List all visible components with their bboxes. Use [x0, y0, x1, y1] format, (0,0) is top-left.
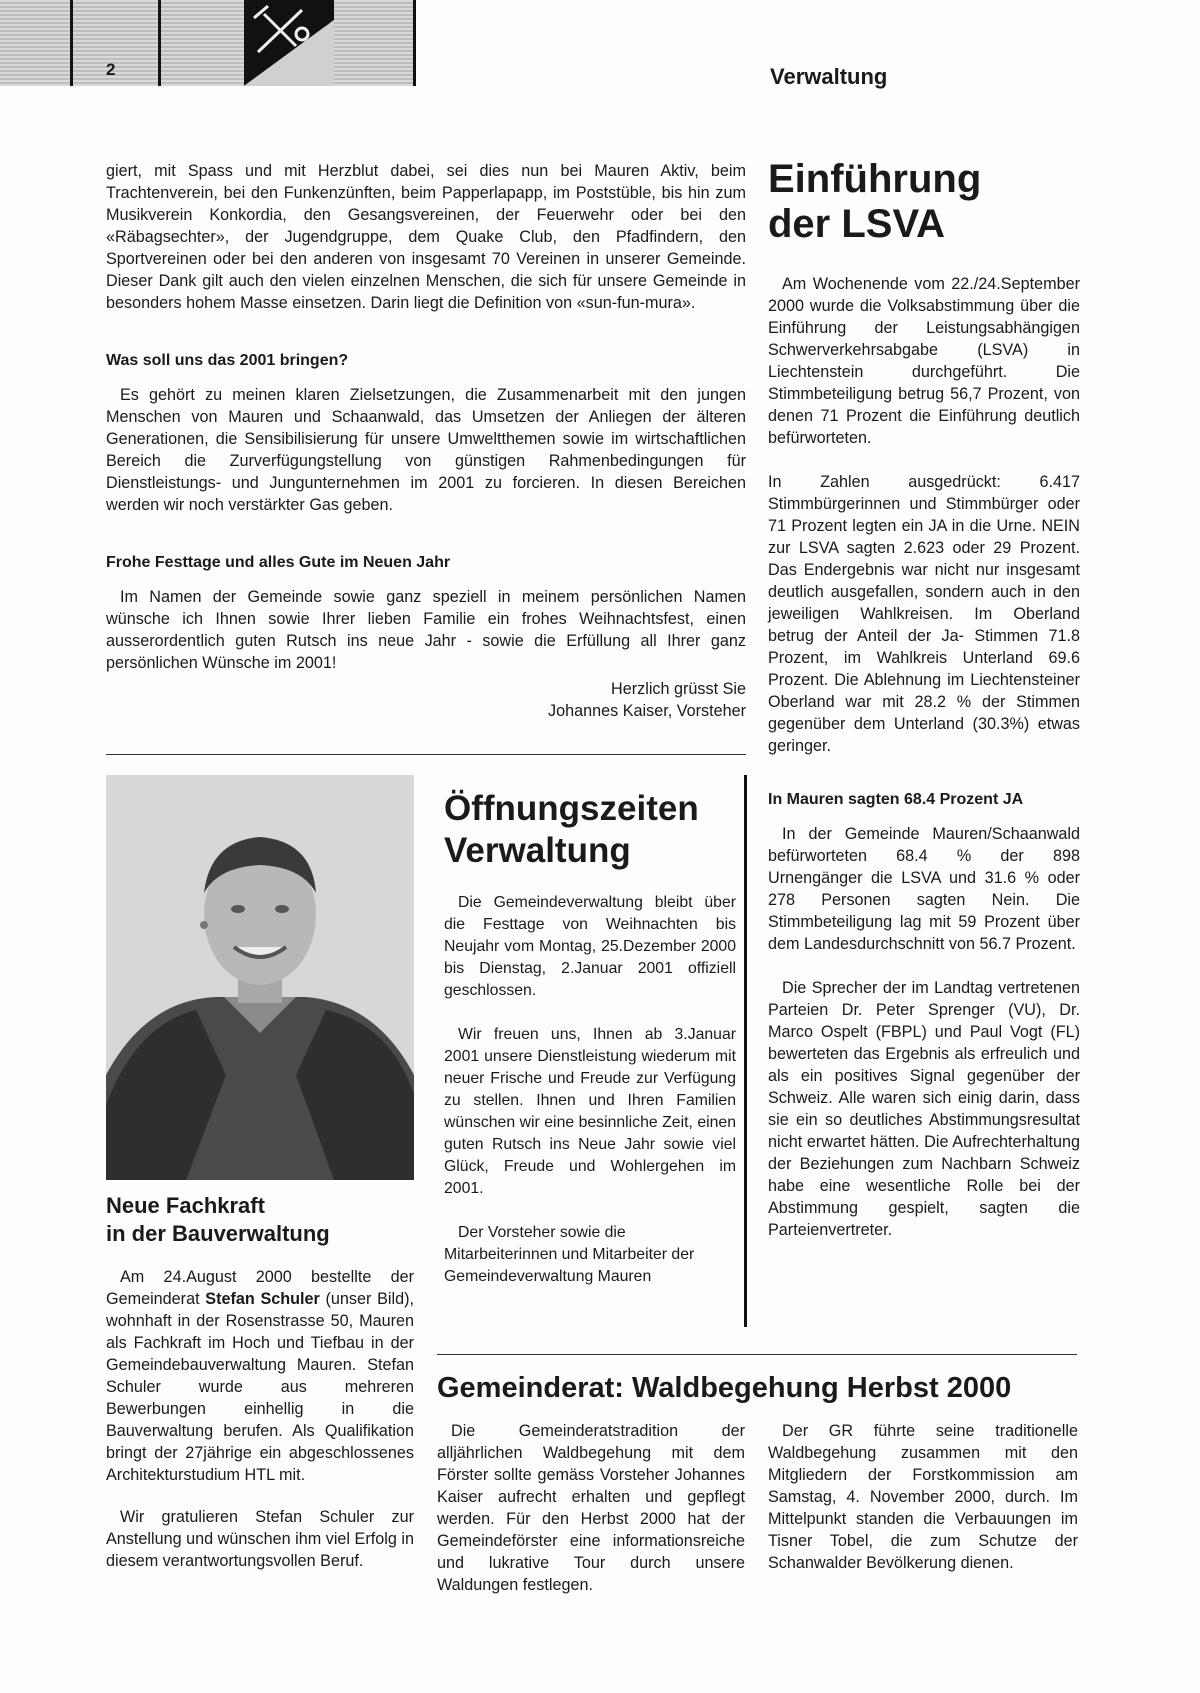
section-divider	[106, 754, 746, 755]
header-divider	[70, 0, 73, 86]
paragraph-2001: Es gehört zu meinen klaren Zielsetzungen, die Zusammenarbeit mit den jungen Menschen von Mauren und Schaanwald, das Umsetzen der Anliegen der älteren Generationen, die Sensibilisierung für unsere Umweltthemen sowie im wirtschaftlichen Bereich die Zurverfügungstellung von günstigen Rahmenbedingungen für Dienstleistungs- und Jungunternehmen im 2001 zu forcieren. In diesen Bereichen werden wir noch verstärkter Gas geben.	[106, 386, 746, 514]
oeffnungszeiten-article	[444, 788, 736, 1288]
subheading-2001: Was soll uns das 2001 bringen?	[106, 352, 349, 369]
lsva-title-line2: der LSVA	[768, 201, 946, 246]
fachkraft-intro-text: Am 24.August 2000 bestellte der Gemeinderat	[106, 1268, 414, 1308]
waldbegehung-paragraph-1: Die Gemeinderatstradition der alljährlichen Waldbegehung mit dem Förster sollte gemäss Vorsteher Johannes Kaiser aufrecht erhalten und gepflegt werden. Für den Herbst 2000 hat der Gemeindeförster eine informationsreiche und lukrative Tour durch unsere Waldungen festlegen.	[437, 1422, 745, 1594]
lsva-paragraph-1: Am Wochenende vom 22./24.September 2000 wurde die Volksabstimmung über die Einführung der Leistungsabhängigen Schwerverkehrsabgabe (LSVA) in Liechtenstein durchgeführt. Die Stimmbeteiligung betrug 56,7 Prozent, von denen 71 Prozent die Einführung deutlich befürworteten.	[768, 274, 1080, 447]
oeffnungszeiten-title-line2: Verwaltung	[444, 831, 631, 870]
waldbegehung-heading: Gemeinderat: Waldbegehung Herbst 2000	[437, 1372, 1012, 1404]
lsva-title-line1: Einführung	[768, 157, 982, 201]
oeffnungszeiten-paragraph-2: Wir freuen uns, Ihnen ab 3.Januar 2001 unsere Dienstleistung wiederum mit neuer Frische und Freude zur Verfügung zu stellen. Ihnen und Ihren Familien wünschen wir eine besinnliche Zeit, einen guten Rutsch ins Neue Jahr sowie viel Glück, Freude und Wohlergehen im 2001.	[444, 1026, 736, 1197]
waldbegehung-column-1	[437, 1420, 745, 1596]
subheading-festtage: Frohe Festtage und alles Gute im Neuen Jahr	[106, 554, 451, 571]
section-divider	[437, 1354, 1077, 1355]
person-name: Stefan Schuler	[205, 1290, 320, 1308]
signature-name: Johannes Kaiser, Vorsteher	[548, 702, 746, 720]
page-number: 2	[106, 60, 116, 79]
header-band	[0, 0, 414, 86]
intro-article	[106, 160, 746, 722]
paragraph-festtage: Im Namen der Gemeinde sowie ganz speziell in meinem persönlichen Namen wünsche ich Ihnen sowie Ihrer lieben Familie ein frohes Weihnachtsfest, einen ausserordentlich guten Rutsch ins neue Jahr - sowie die Erfüllung all Ihrer ganz persönlichen Wünsche im 2001!	[106, 588, 746, 672]
oeffnungszeiten-title-line1: Öffnungszeiten	[444, 789, 699, 828]
fachkraft-paragraph-1	[106, 1266, 414, 1486]
box-border-right	[744, 775, 747, 1327]
oeffnungszeiten-closing: Der Vorsteher sowie die Mitarbeiterinnen und Mitarbeiter der Gemeindeverwaltung Mauren	[444, 1224, 695, 1285]
portrait-photo-stefan-schuler	[106, 775, 414, 1180]
fachkraft-article	[106, 1192, 414, 1572]
lsva-paragraph-2: In Zahlen ausgedrückt: 6.417 Stimmbürgerinnen und Stimmbürger oder 71 Prozent legten ein JA in die Urne. NEIN zur LSVA sagten 2.623 oder 29 Prozent. Das Endergebnis war nicht nur insgesamt deutlich ausgefallen, sondern auch in den jeweiligen Wahlkreisen. Im Oberland betrug der Anteil der Ja- Stimmen 71.8 Prozent, im Wahlkreis Unterland 69.6 Prozent. Die Ablehnung im Liechtensteiner Oberland war mit 28.2 % der Stimmen gegenüber dem Unterland (30.3%) etwas geringer.	[768, 472, 1080, 755]
fachkraft-title-line1: Neue Fachkraft	[106, 1193, 265, 1218]
crossed-tools-emblem-icon	[244, 0, 334, 86]
fachkraft-paragraph-2: Wir gratulieren Stefan Schuler zur Anstellung und wünschen ihm viel Erfolg in diesem verantwortungsvollen Beruf.	[106, 1508, 414, 1570]
waldbegehung-title	[437, 1372, 1097, 1404]
intro-paragraph: giert, mit Spass und mit Herzblut dabei, sei dies nun bei Mauren Aktiv, beim Trachtenverein, bei den Funkenzünften, beim Papperlapapp, im Poststüble, bis hin zum Musikverein Konkordia, den Gesangsvereinen, der Feuerwehr oder bei den «Räbagsechter», der Jugendgruppe, dem Quake Club, den Pfadfindern, den Sportvereinen oder bei den anderen von insgesamt 70 Vereinen in unserer Gemeinde. Dieser Dank gilt auch den vielen einzelnen Menschen, die sich für unsere Gemeinde in besonders hohem Masse einsetzen. Darin liegt die Definition von «sun-fun-mura».	[106, 162, 746, 312]
lsva-subheading: In Mauren sagten 68.4 Prozent JA	[768, 790, 1024, 808]
signature-greeting: Herzlich grüsst Sie	[611, 680, 746, 698]
oeffnungszeiten-paragraph-1: Die Gemeindeverwaltung bleibt über die Festtage von Weihnachten bis Neujahr vom Montag, 25.Dezember 2000 bis Dienstag, 2.Januar 2001 offiziell geschlossen.	[444, 894, 736, 999]
header-divider	[413, 0, 416, 86]
section-label: Verwaltung	[770, 64, 888, 89]
lsva-article	[768, 157, 1080, 1241]
fachkraft-title-line2: in der Bauverwaltung	[106, 1221, 330, 1246]
waldbegehung-paragraph-2: Der GR führte seine traditionelle Waldbegehung zusammen mit den Mitgliedern der Forstkommission am Samstag, 4. November 2000, durch. Im Mittelpunkt standen die Verbauungen im Tisner Tobel, die zum Schutze der Schanwalder Bevölkerung dienen.	[768, 1422, 1078, 1572]
lsva-paragraph-4: Die Sprecher der im Landtag vertretenen Parteien Dr. Peter Sprenger (VU), Dr. Marco Ospelt (FBPL) und Paul Vogt (FL) bewerteten das Ergebnis als erfreulich und als ein positives Signal gegenüber der Schweiz. Alle waren sich einig darin, dass sie ein so deutliches Abstimmungsresultat nicht erwartet hätten. Die Aufrechterhaltung der Beziehungen zum Nachbarn Schweiz habe eine wesentliche Rolle bei der Abstimmung gespielt, sagten die Parteienvertreter.	[768, 978, 1080, 1239]
header-divider	[158, 0, 161, 86]
lsva-paragraph-3: In der Gemeinde Mauren/Schaanwald befürworteten 68.4 % der 898 Urnengänger die LSVA und 31.6 % oder 278 Personen sagten Nein. Die Stimmbeteiligung lag mit 59 Prozent über dem Landesdurchschnitt von 56.7 Prozent.	[768, 824, 1080, 953]
fachkraft-body-text: (unser Bild), wohnhaft in der Rosenstrasse 50, Mauren als Fachkraft im Hoch und Tiefbau in der Gemeindebauverwaltung Mauren. Stefan Schuler wurde aus mehreren Bewerbungen einhellig in die Bauverwaltung berufen. Als Qualifikation bringt der 27jährige ein abgeschlossenes Architekturstudium HTL mit.	[106, 1290, 414, 1484]
waldbegehung-column-2	[768, 1420, 1078, 1574]
